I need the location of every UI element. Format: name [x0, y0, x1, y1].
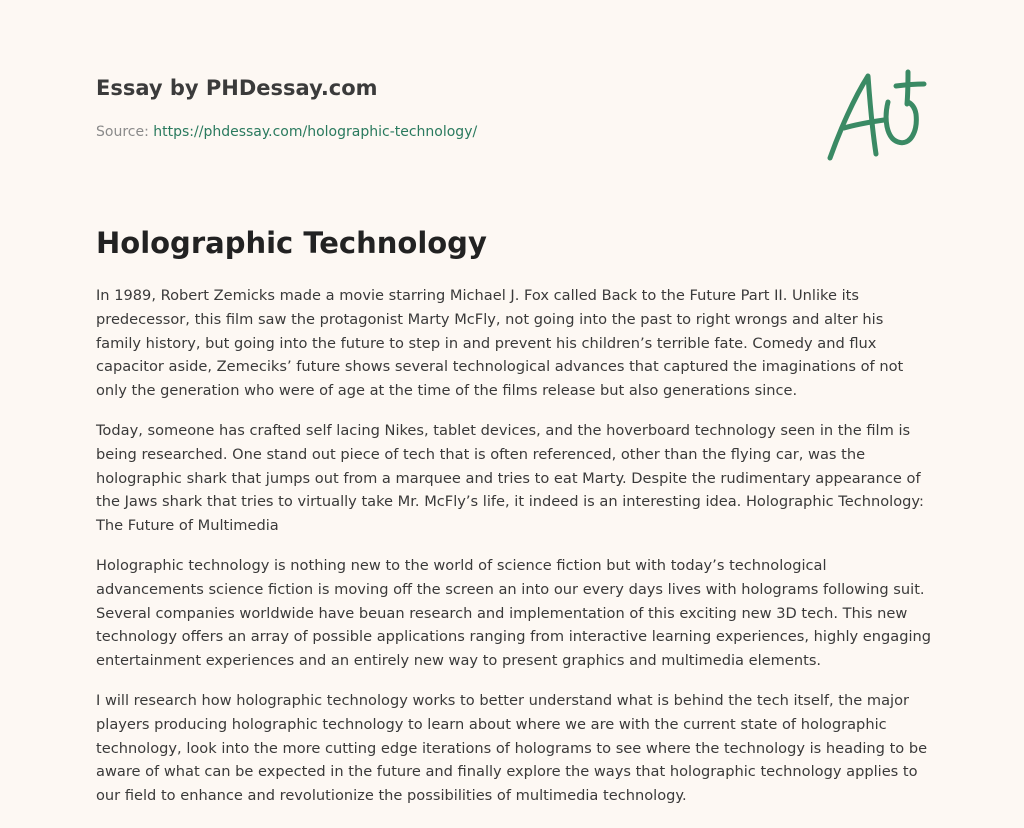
article-paragraph: In 1989, Robert Zemicks made a movie starring Michael J. Fox called Back to the Future Part II. Unlike its predecessor, this film saw the protagonist Marty McFly, not going into the past to right wrongs and alter his family history, but going into the future to step in and prevent his children’s terrible fate. Comedy and flux capacitor aside, Zemeciks’ future shows several technological advances that captured the imaginations of not only the generation who were of age at the time of the films release but also generations since. [96, 287, 904, 400]
article-paragraph: I will research how holographic technology works to better understand what is behind the tech itself, the major players producing holographic technology to learn about where we are with the current state of holographic technology, look into the more cutting edge iterations of holograms to see where the technology is heading to be aware of what can be expected in the future and finally explore the ways that holographic technology applies to our field to enhance and revolutionize the possibilities of multimedia technology. [96, 691, 928, 805]
source-label: Source: [96, 124, 149, 140]
article-body [96, 284, 932, 824]
brand-heading: Essay by PHDessay.com [96, 76, 378, 100]
a-plus-logo-icon [824, 68, 928, 164]
article-paragraph: Today, someone has crafted self lacing Nikes, tablet devices, and the hoverboard technology seen in the film is being researched. One stand out piece of tech that is often referenced, other than the flying car, was the holographic shark that jumps out from a marquee and tries to eat Marty. Despite the rudimentary appearance of the Jaws shark that tries to virtually take Mr. McFly’s life, it indeed is an interesting idea. Holographic Technology: The Future of Multimedia [96, 421, 924, 535]
article-paragraph: Holographic technology is nothing new to the world of science fiction but with today’s technological advancements science fiction is moving off the screen an into our every days lives with holograms following suit. Several companies worldwide have beuan research and implementation of this exciting new 3D tech. This new technology offers an array of possible applications ranging from interactive learning experiences, highly engaging entertainment experiences and an entirely new way to present graphics and multimedia elements. [96, 556, 932, 670]
page-title: Holographic Technology [96, 226, 487, 260]
source-link[interactable]: https://phdessay.com/holographic-technology/ [153, 124, 478, 140]
source-line [96, 124, 477, 140]
